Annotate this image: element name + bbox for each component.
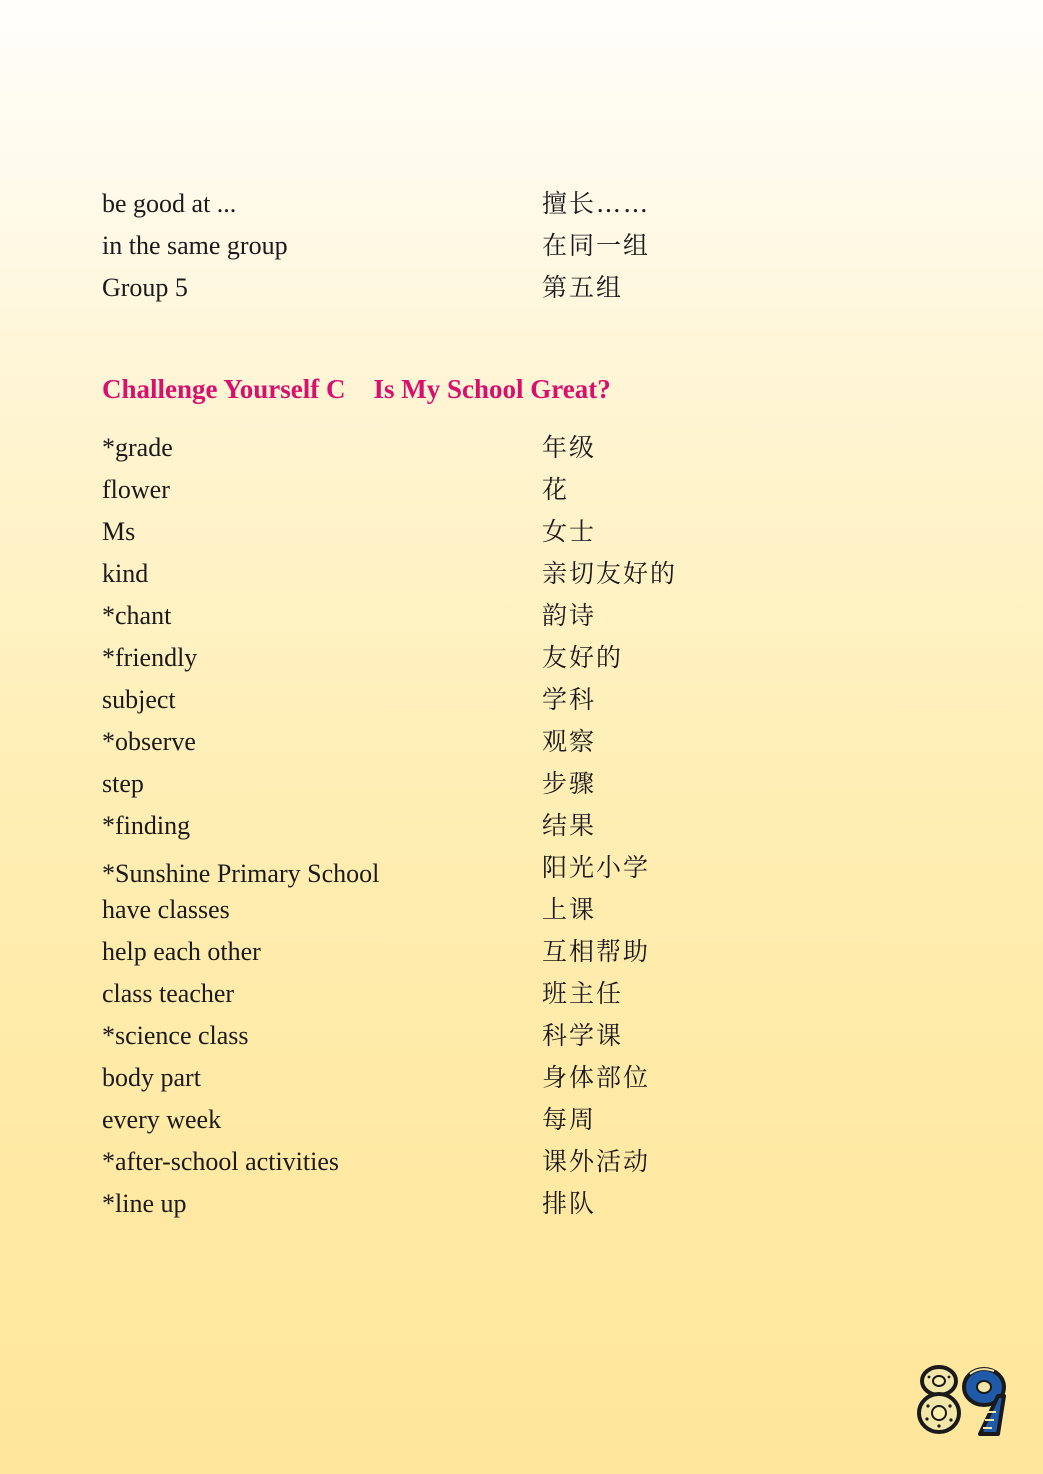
vocab-row [0, 470, 1043, 510]
vocab-chinese: 学科 [542, 685, 597, 714]
vocab-english: *friendly [102, 643, 198, 672]
vocab-chinese: 花 [542, 475, 570, 504]
section-heading [102, 368, 611, 410]
vocab-row [0, 184, 1043, 224]
vocab-english: *observe [102, 727, 196, 756]
vocab-row [0, 932, 1043, 972]
vocab-english: be good at ... [102, 189, 237, 218]
vocab-english: class teacher [102, 979, 235, 1008]
vocab-chinese: 每周 [542, 1105, 597, 1134]
vocab-chinese: 排队 [542, 1189, 597, 1218]
vocab-row [0, 680, 1043, 720]
page-number [914, 1362, 1014, 1438]
vocab-english: *Sunshine Primary School [102, 859, 380, 888]
vocab-row [0, 1100, 1043, 1140]
vocab-english: *line up [102, 1189, 187, 1218]
vocab-row [0, 428, 1043, 468]
vocab-row [0, 1142, 1043, 1182]
vocab-row [0, 722, 1043, 762]
vocab-chinese: 观察 [542, 727, 597, 756]
vocab-english: Group 5 [102, 273, 188, 302]
vocab-chinese: 擅长…… [542, 189, 651, 218]
vocab-row [0, 806, 1043, 846]
vocab-row [0, 226, 1043, 266]
vocab-chinese: 第五组 [542, 273, 624, 302]
vocab-english: *after-school activities [102, 1147, 339, 1176]
vocab-chinese: 结果 [542, 811, 597, 840]
vocab-chinese: 阳光小学 [542, 853, 651, 882]
vocab-chinese: 课外活动 [542, 1147, 651, 1176]
vocab-row [0, 1058, 1043, 1098]
vocab-row [0, 268, 1043, 308]
vocab-chinese: 女士 [542, 517, 597, 546]
vocab-english: kind [102, 559, 149, 588]
vocab-english: *finding [102, 811, 191, 840]
vocab-row [0, 848, 1043, 888]
vocab-chinese: 互相帮助 [542, 937, 651, 966]
vocab-row [0, 890, 1043, 930]
vocab-row [0, 596, 1043, 636]
vocab-row [0, 512, 1043, 552]
vocab-row [0, 764, 1043, 804]
vocab-chinese: 上课 [542, 895, 597, 924]
vocab-row [0, 554, 1043, 594]
vocab-chinese: 科学课 [542, 1021, 624, 1050]
vocab-english: Ms [102, 517, 136, 546]
vocab-english: in the same group [102, 231, 288, 260]
vocab-english: *grade [102, 433, 173, 462]
vocab-chinese: 亲切友好的 [542, 559, 678, 588]
section-heading-label: Challenge Yourself C [102, 374, 346, 404]
vocab-row [0, 1016, 1043, 1056]
vocab-chinese: 韵诗 [542, 601, 597, 630]
vocab-row [0, 1184, 1043, 1224]
page-number-digit-9 [964, 1369, 1004, 1434]
vocab-chinese: 班主任 [542, 979, 624, 1008]
page-number-digit-8 [919, 1367, 959, 1432]
vocab-chinese: 步骤 [542, 769, 597, 798]
vocab-chinese: 在同一组 [542, 231, 651, 260]
vocab-english: flower [102, 475, 170, 504]
vocab-english: body part [102, 1063, 201, 1092]
vocab-english: help each other [102, 937, 261, 966]
vocab-english: *science class [102, 1021, 249, 1050]
vocab-row [0, 974, 1043, 1014]
vocab-english: *chant [102, 601, 172, 630]
vocab-row [0, 638, 1043, 678]
vocab-chinese: 年级 [542, 433, 597, 462]
vocab-english: subject [102, 685, 176, 714]
vocab-english: every week [102, 1105, 222, 1134]
vocab-english: have classes [102, 895, 230, 924]
vocab-english: step [102, 769, 144, 798]
vocab-chinese: 友好的 [542, 643, 624, 672]
vocab-chinese: 身体部位 [542, 1063, 651, 1092]
section-heading-title: Is My School Great? [373, 374, 611, 404]
